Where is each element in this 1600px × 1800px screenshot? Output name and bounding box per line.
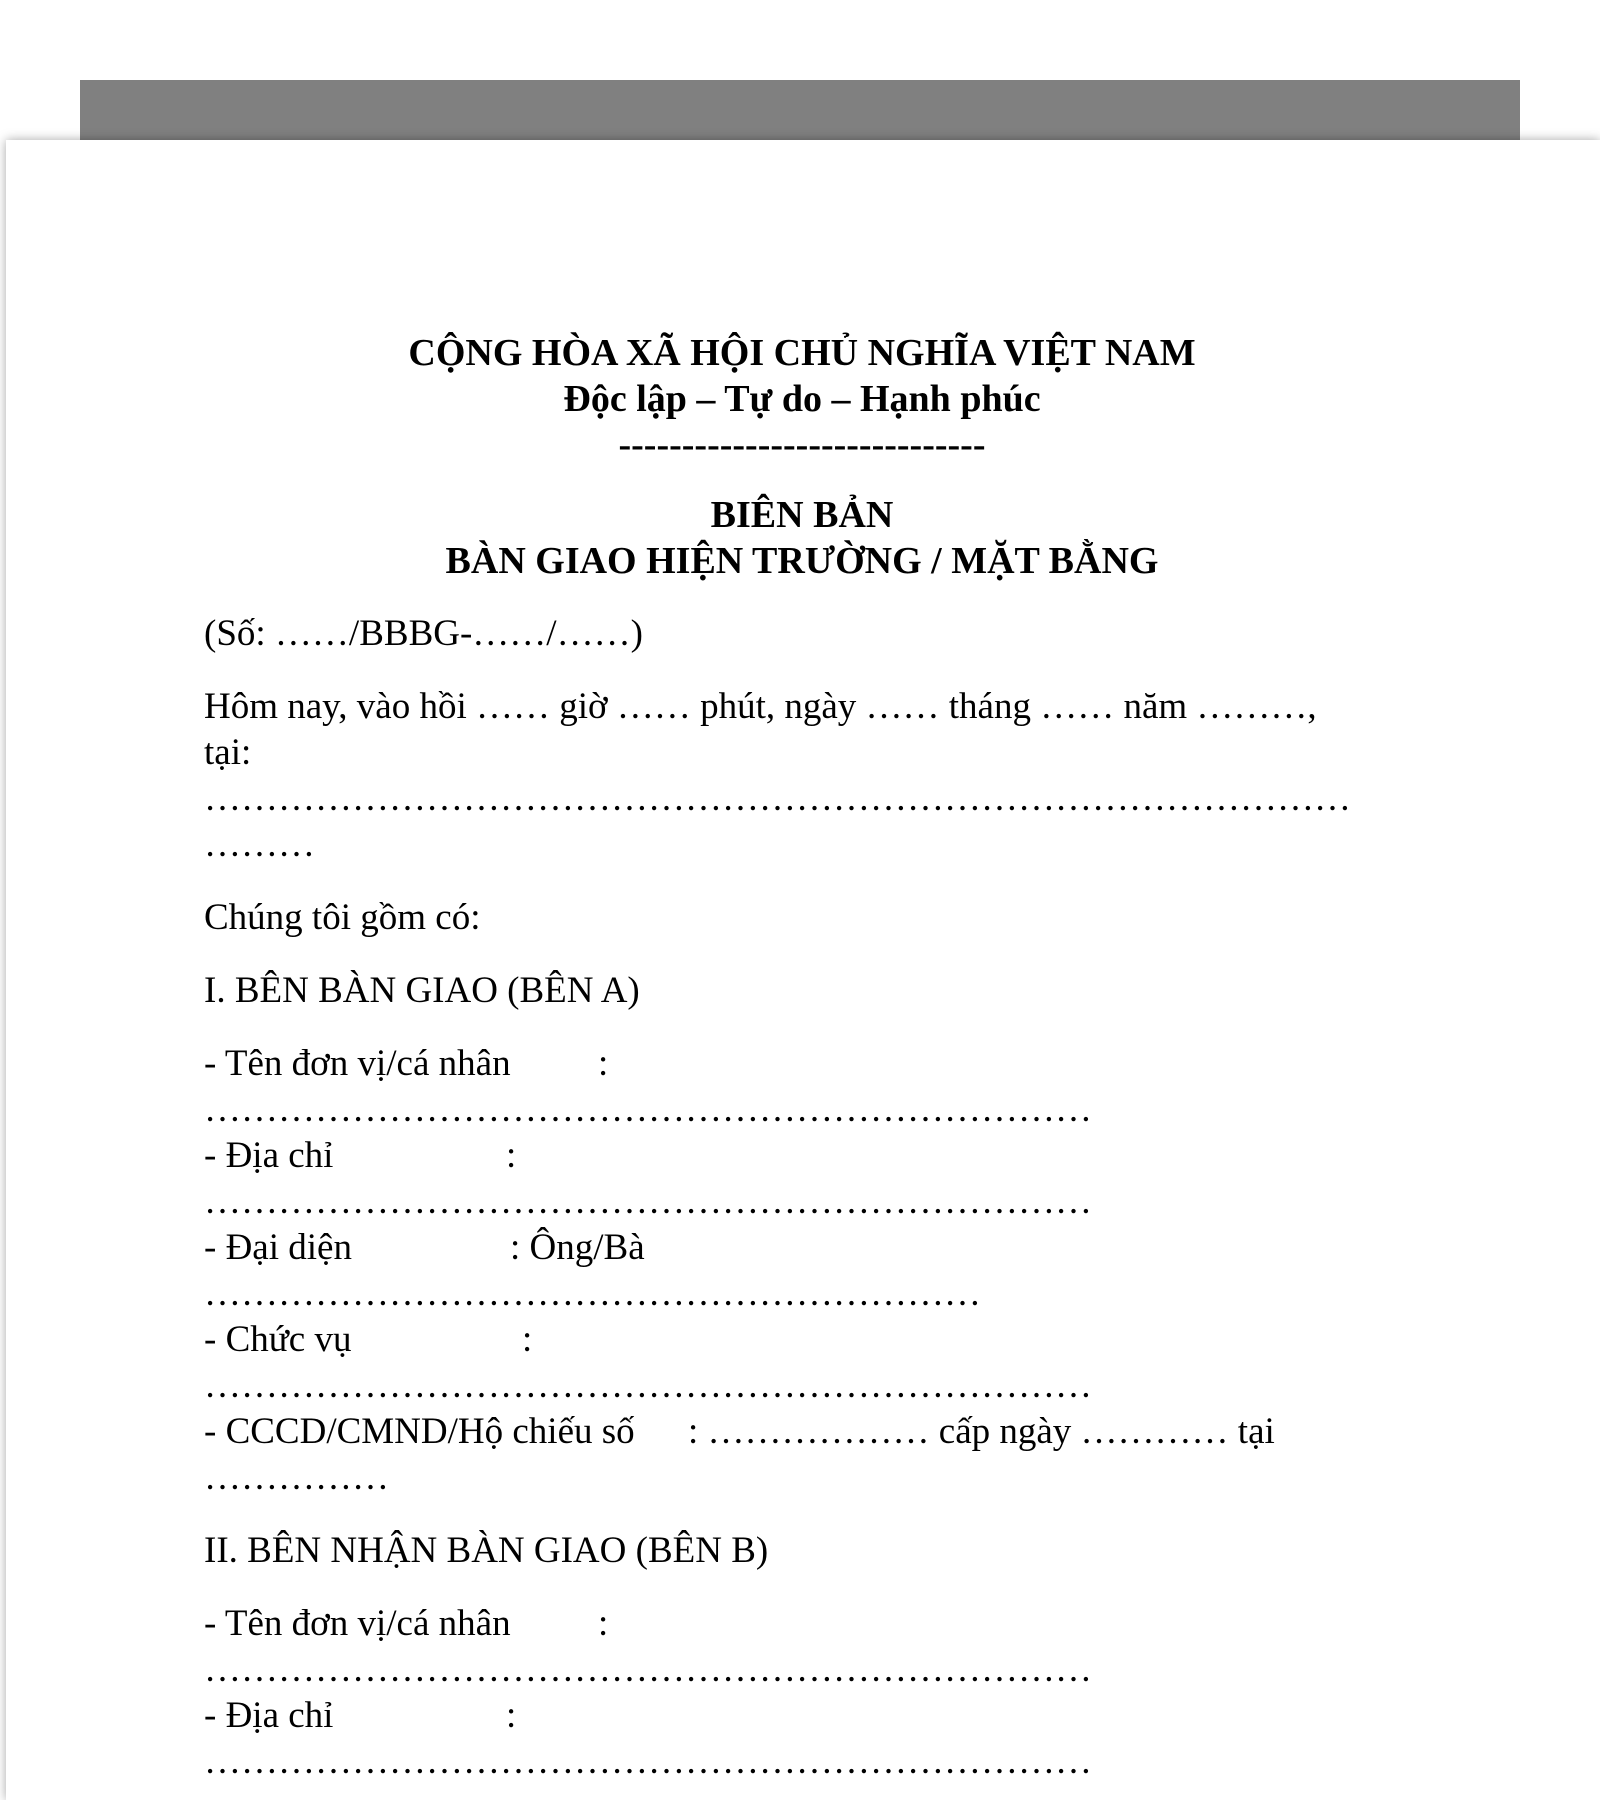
party-b-heading: II. BÊN NHẬN BÀN GIAO (BÊN B) (204, 1530, 769, 1571)
party-a-name-field (204, 1041, 1404, 1133)
intro-paragraph (204, 684, 1404, 868)
field-colon: : (506, 1135, 517, 1176)
field-label: - Chức vụ (204, 1319, 352, 1360)
intro-line: Hôm nay, vào hồi …… giờ …… phút, ngày …… tháng …… năm ………, (204, 686, 1317, 727)
field-dots: ……………………………………………………………… (204, 1741, 1092, 1782)
document-title: BIÊN BẢN (710, 494, 894, 536)
location-dots: ……… (204, 824, 315, 865)
field-dots: ……………………………………………………………… (204, 1181, 1092, 1222)
field-colon: : ……………… cấp ngày ………… tại (688, 1411, 1275, 1452)
party-a-id-field (204, 1409, 1404, 1501)
field-dots: ……………………………………………………… (204, 1273, 981, 1314)
document-subtitle: BÀN GIAO HIỆN TRƯỜNG / MẶT BẰNG (445, 540, 1159, 582)
field-colon: : (598, 1603, 609, 1644)
party-b-address-field (204, 1693, 1404, 1785)
document-content (204, 330, 1404, 1785)
we-include: Chúng tôi gồm có: (204, 897, 481, 938)
field-dots: ……………………………………………………………… (204, 1649, 1092, 1690)
field-label: - Đại diện (204, 1227, 352, 1268)
field-dots: ……………………………………………………………… (204, 1089, 1092, 1130)
intro-line: tại: (204, 732, 252, 773)
field-colon: : Ông/Bà (510, 1227, 645, 1268)
motto: Độc lập – Tự do – Hạnh phúc (563, 378, 1041, 420)
party-b-name-field (204, 1601, 1404, 1693)
field-dots: …………… (204, 1457, 389, 1498)
field-colon: : (506, 1695, 517, 1736)
field-label: - CCCD/CMND/Hộ chiếu số (204, 1411, 635, 1452)
location-dots: ………………………………………………………………………………… (204, 778, 1351, 819)
party-a-address-field (204, 1133, 1404, 1225)
document-number: (Số: ……/BBBG-……/……) (204, 613, 643, 654)
field-colon: : (522, 1319, 533, 1360)
header-separator: ----------------------------- (618, 424, 986, 466)
country-name: CỘNG HÒA XÃ HỘI CHỦ NGHĨA VIỆT NAM (408, 332, 1196, 374)
party-a-representative-field (204, 1225, 1404, 1317)
party-a-position-field (204, 1317, 1404, 1409)
field-label: - Địa chỉ (204, 1135, 334, 1176)
field-dots: ……………………………………………………………… (204, 1365, 1092, 1406)
field-label: - Địa chỉ (204, 1695, 334, 1736)
field-label: - Tên đơn vị/cá nhân (204, 1603, 511, 1644)
document-page (6, 140, 1600, 1800)
field-colon: : (598, 1043, 609, 1084)
field-label: - Tên đơn vị/cá nhân (204, 1043, 511, 1084)
party-a-heading: I. BÊN BÀN GIAO (BÊN A) (204, 970, 640, 1011)
